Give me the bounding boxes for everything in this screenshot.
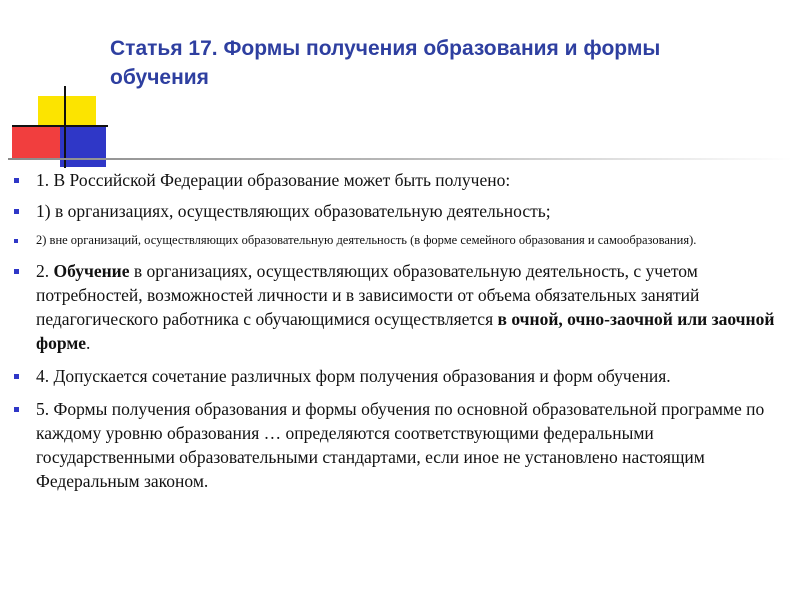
logo-horizontal-line — [12, 125, 108, 127]
logo-red-rect — [12, 127, 64, 159]
bullet-icon — [14, 209, 19, 214]
list-item — [12, 199, 782, 223]
list-item-text — [36, 261, 774, 353]
list-item — [12, 168, 782, 192]
bullet-icon — [14, 269, 19, 274]
logo-blue-square — [60, 127, 106, 167]
slide-title: Статья 17. Формы получения образования и формы обучения — [110, 37, 661, 89]
bold-term: Обучение — [53, 261, 130, 281]
bold-forms: в очной, очно-заочной или заочной форме — [36, 309, 775, 353]
item-suffix: . — [86, 333, 91, 353]
bullet-icon — [14, 407, 19, 412]
list-item — [12, 364, 782, 388]
list-item-text: 2) вне организаций, осуществляющих образовательную деятельность (в форме семейного образования и самообразования). — [36, 233, 697, 247]
item-prefix: 2. — [36, 261, 54, 281]
bullet-icon — [14, 178, 19, 183]
list-item-text: 4. Допускается сочетание различных форм получения образования и форм обучения. — [36, 366, 671, 386]
bullet-icon — [14, 374, 19, 379]
list-item-text: 1) в организациях, осуществляющих образовательную деятельность; — [36, 201, 551, 221]
list-item — [12, 232, 782, 249]
list-item-text: 5. Формы получения образования и формы обучения по основной образовательной программе по каждому уровню образования … определяются соответствующими федеральными государственными образовательными стандартами, если иное не установлено настоящим Федеральным законом. — [36, 399, 765, 491]
title-divider — [8, 158, 792, 160]
list-item — [12, 259, 782, 355]
bullet-list — [12, 166, 782, 493]
list-item-text: 1. В Российской Федерации образование может быть получено: — [36, 170, 511, 190]
bullet-icon — [14, 239, 18, 243]
list-item — [12, 397, 782, 493]
logo-vertical-line — [64, 86, 66, 168]
item-body: в организациях, осуществляющих образовательную деятельность, с учетом потребностей, возможностей личности и в зависимости от объема обязательных занятий педагогического работника с обучающимися осуществляется — [36, 261, 700, 329]
